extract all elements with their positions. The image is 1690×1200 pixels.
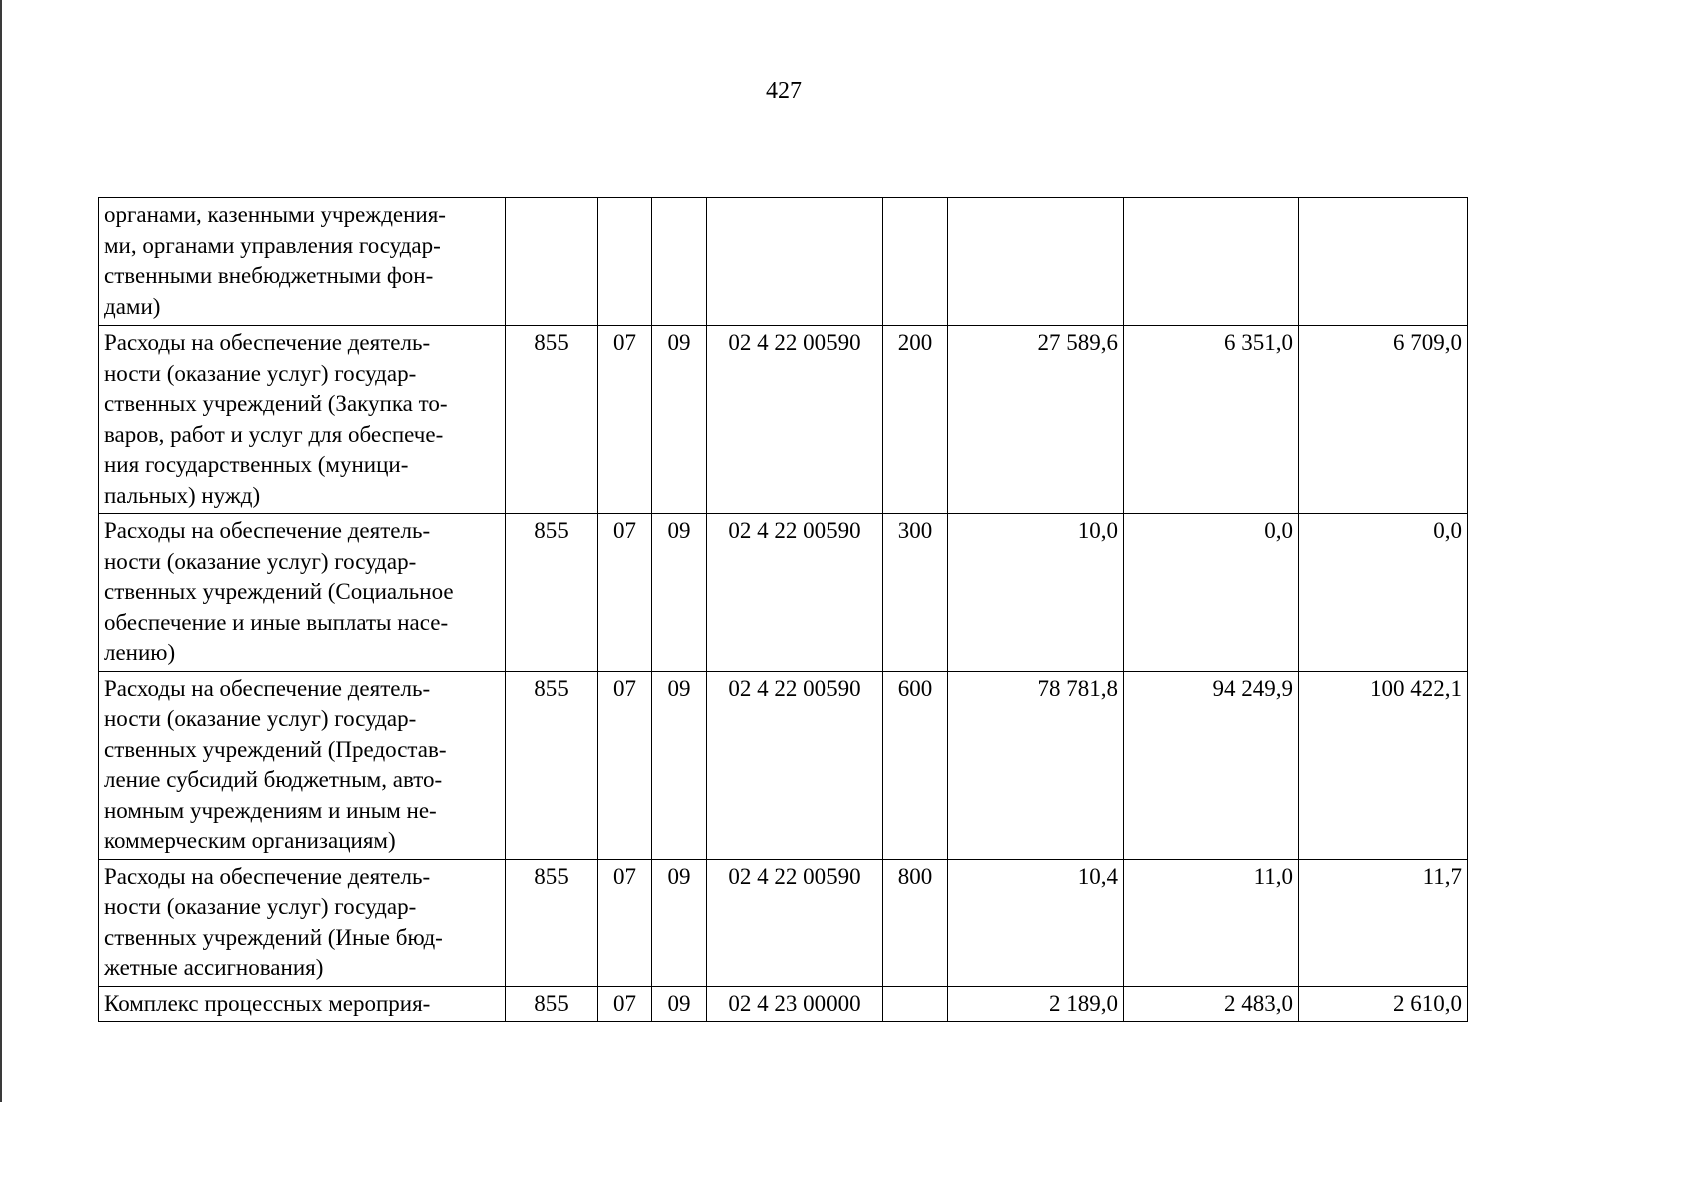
ministry-code-cell: 855 xyxy=(506,326,598,514)
section-code-cell: 07 xyxy=(598,986,652,1022)
amount-2-cell xyxy=(1124,198,1299,326)
amount-1-cell: 27 589,6 xyxy=(948,326,1124,514)
section-code-cell xyxy=(598,198,652,326)
expense-type-cell: 200 xyxy=(883,326,948,514)
expense-name-cell: Расходы на обеспечение деятель- ности (оказание услуг) государ- ственных учреждений (Иные бюд- жетные ассигнования) xyxy=(99,859,506,986)
section-code-cell: 07 xyxy=(598,859,652,986)
expense-name-cell: Расходы на обеспечение деятель- ности (оказание услуг) государ- ственных учреждений (Закупка то- варов, работ и услуг для обеспече- ния государственных (муници- пальных) нужд) xyxy=(99,326,506,514)
table-row xyxy=(99,326,1468,514)
expense-name-cell: органами, казенными учреждения- ми, органами управления государ- ственными внебюджетными фон- дами) xyxy=(99,198,506,326)
amount-3-cell: 0,0 xyxy=(1299,514,1468,672)
subsection-code-cell: 09 xyxy=(652,671,707,859)
target-article-cell: 02 4 22 00590 xyxy=(707,671,883,859)
expense-type-cell xyxy=(883,198,948,326)
target-article-cell: 02 4 22 00590 xyxy=(707,514,883,672)
expense-type-cell xyxy=(883,986,948,1022)
amount-1-cell: 2 189,0 xyxy=(948,986,1124,1022)
ministry-code-cell: 855 xyxy=(506,671,598,859)
target-article-cell: 02 4 22 00590 xyxy=(707,326,883,514)
expense-name-cell: Комплекс процессных мероприя- xyxy=(99,986,506,1022)
subsection-code-cell: 09 xyxy=(652,859,707,986)
subsection-code-cell: 09 xyxy=(652,326,707,514)
section-code-cell: 07 xyxy=(598,671,652,859)
amount-2-cell: 6 351,0 xyxy=(1124,326,1299,514)
subsection-code-cell: 09 xyxy=(652,514,707,672)
table-row xyxy=(99,198,1468,326)
expense-name-cell: Расходы на обеспечение деятель- ности (оказание услуг) государ- ственных учреждений (Социальное обеспечение и иные выплаты насе- лению) xyxy=(99,514,506,672)
table-row xyxy=(99,514,1468,672)
expense-type-cell: 800 xyxy=(883,859,948,986)
target-article-cell xyxy=(707,198,883,326)
table-body xyxy=(99,198,1468,1022)
subsection-code-cell xyxy=(652,198,707,326)
expense-name-cell: Расходы на обеспечение деятель- ности (оказание услуг) государ- ственных учреждений (Предостав- ление субсидий бюджетным, авто- номным учреждениям и иным не- коммерческим организациям) xyxy=(99,671,506,859)
page-number: 427 xyxy=(766,78,802,104)
amount-3-cell: 2 610,0 xyxy=(1299,986,1468,1022)
expense-type-cell: 300 xyxy=(883,514,948,672)
amount-3-cell: 100 422,1 xyxy=(1299,671,1468,859)
amount-3-cell xyxy=(1299,198,1468,326)
ministry-code-cell: 855 xyxy=(506,859,598,986)
budget-table xyxy=(98,197,1468,1022)
target-article-cell: 02 4 23 00000 xyxy=(707,986,883,1022)
amount-1-cell: 78 781,8 xyxy=(948,671,1124,859)
expense-type-cell: 600 xyxy=(883,671,948,859)
subsection-code-cell: 09 xyxy=(652,986,707,1022)
amount-1-cell: 10,0 xyxy=(948,514,1124,672)
ministry-code-cell xyxy=(506,198,598,326)
ministry-code-cell: 855 xyxy=(506,514,598,672)
table-row xyxy=(99,671,1468,859)
table-row xyxy=(99,986,1468,1022)
ministry-code-cell: 855 xyxy=(506,986,598,1022)
amount-2-cell: 2 483,0 xyxy=(1124,986,1299,1022)
amount-2-cell: 0,0 xyxy=(1124,514,1299,672)
amount-1-cell xyxy=(948,198,1124,326)
amount-1-cell: 10,4 xyxy=(948,859,1124,986)
section-code-cell: 07 xyxy=(598,514,652,672)
amount-2-cell: 11,0 xyxy=(1124,859,1299,986)
amount-3-cell: 6 709,0 xyxy=(1299,326,1468,514)
amount-2-cell: 94 249,9 xyxy=(1124,671,1299,859)
amount-3-cell: 11,7 xyxy=(1299,859,1468,986)
section-code-cell: 07 xyxy=(598,326,652,514)
scan-edge xyxy=(0,0,2,1102)
table-row xyxy=(99,859,1468,986)
target-article-cell: 02 4 22 00590 xyxy=(707,859,883,986)
